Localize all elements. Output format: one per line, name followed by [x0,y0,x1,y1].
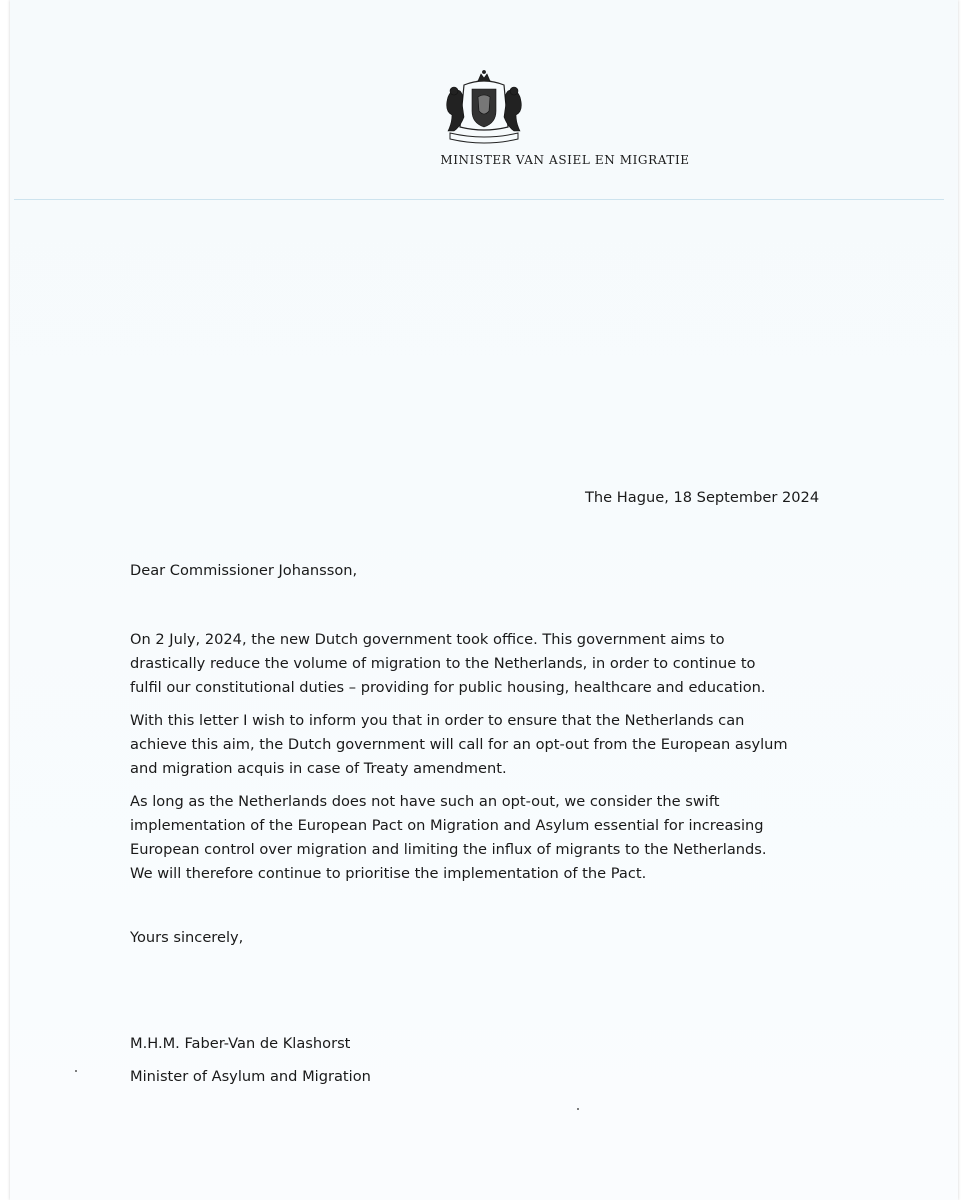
coat-of-arms-icon [434,67,534,145]
paragraph-line: As long as the Netherlands does not have such an opt-out, we consider the swift [130,793,720,810]
paragraph-line: achieve this aim, the Dutch government will call for an opt-out from the European asylum [130,736,788,753]
paragraph-line: and migration acquis in case of Treaty amendment. [130,760,507,777]
paragraph-2 [130,709,788,781]
scan-speck [75,1070,77,1072]
paragraph-line: drastically reduce the volume of migration to the Netherlands, in order to continue to [130,655,756,672]
paragraph-line: implementation of the European Pact on Migration and Asylum essential for increasing [130,817,764,834]
paragraph-line: On 2 July, 2024, the new Dutch government took office. This government aims to [130,631,725,648]
place-date: The Hague, 18 September 2024 [585,489,820,506]
signatory-title: Minister of Asylum and Migration [130,1068,371,1085]
paragraph-line: With this letter I wish to inform you that in order to ensure that the Netherlands can [130,712,745,729]
letter-sheet [10,0,958,1200]
scan-speck [577,1108,579,1110]
letterhead-divider [14,199,944,200]
closing: Yours sincerely, [130,929,244,946]
paragraph-line: We will therefore continue to prioritise the implementation of the Pact. [130,865,647,882]
paragraph-3 [130,790,767,886]
letterhead-title: MINISTER VAN ASIEL EN MIGRATIE [440,153,690,167]
paragraph-line: fulfil our constitutional duties – providing for public housing, healthcare and education. [130,679,766,696]
salutation: Dear Commissioner Johansson, [130,562,358,579]
paragraph-1 [130,628,766,700]
signatory-name: M.H.M. Faber-Van de Klashorst [130,1035,351,1052]
paragraph-line: European control over migration and limiting the influx of migrants to the Netherlands. [130,841,767,858]
